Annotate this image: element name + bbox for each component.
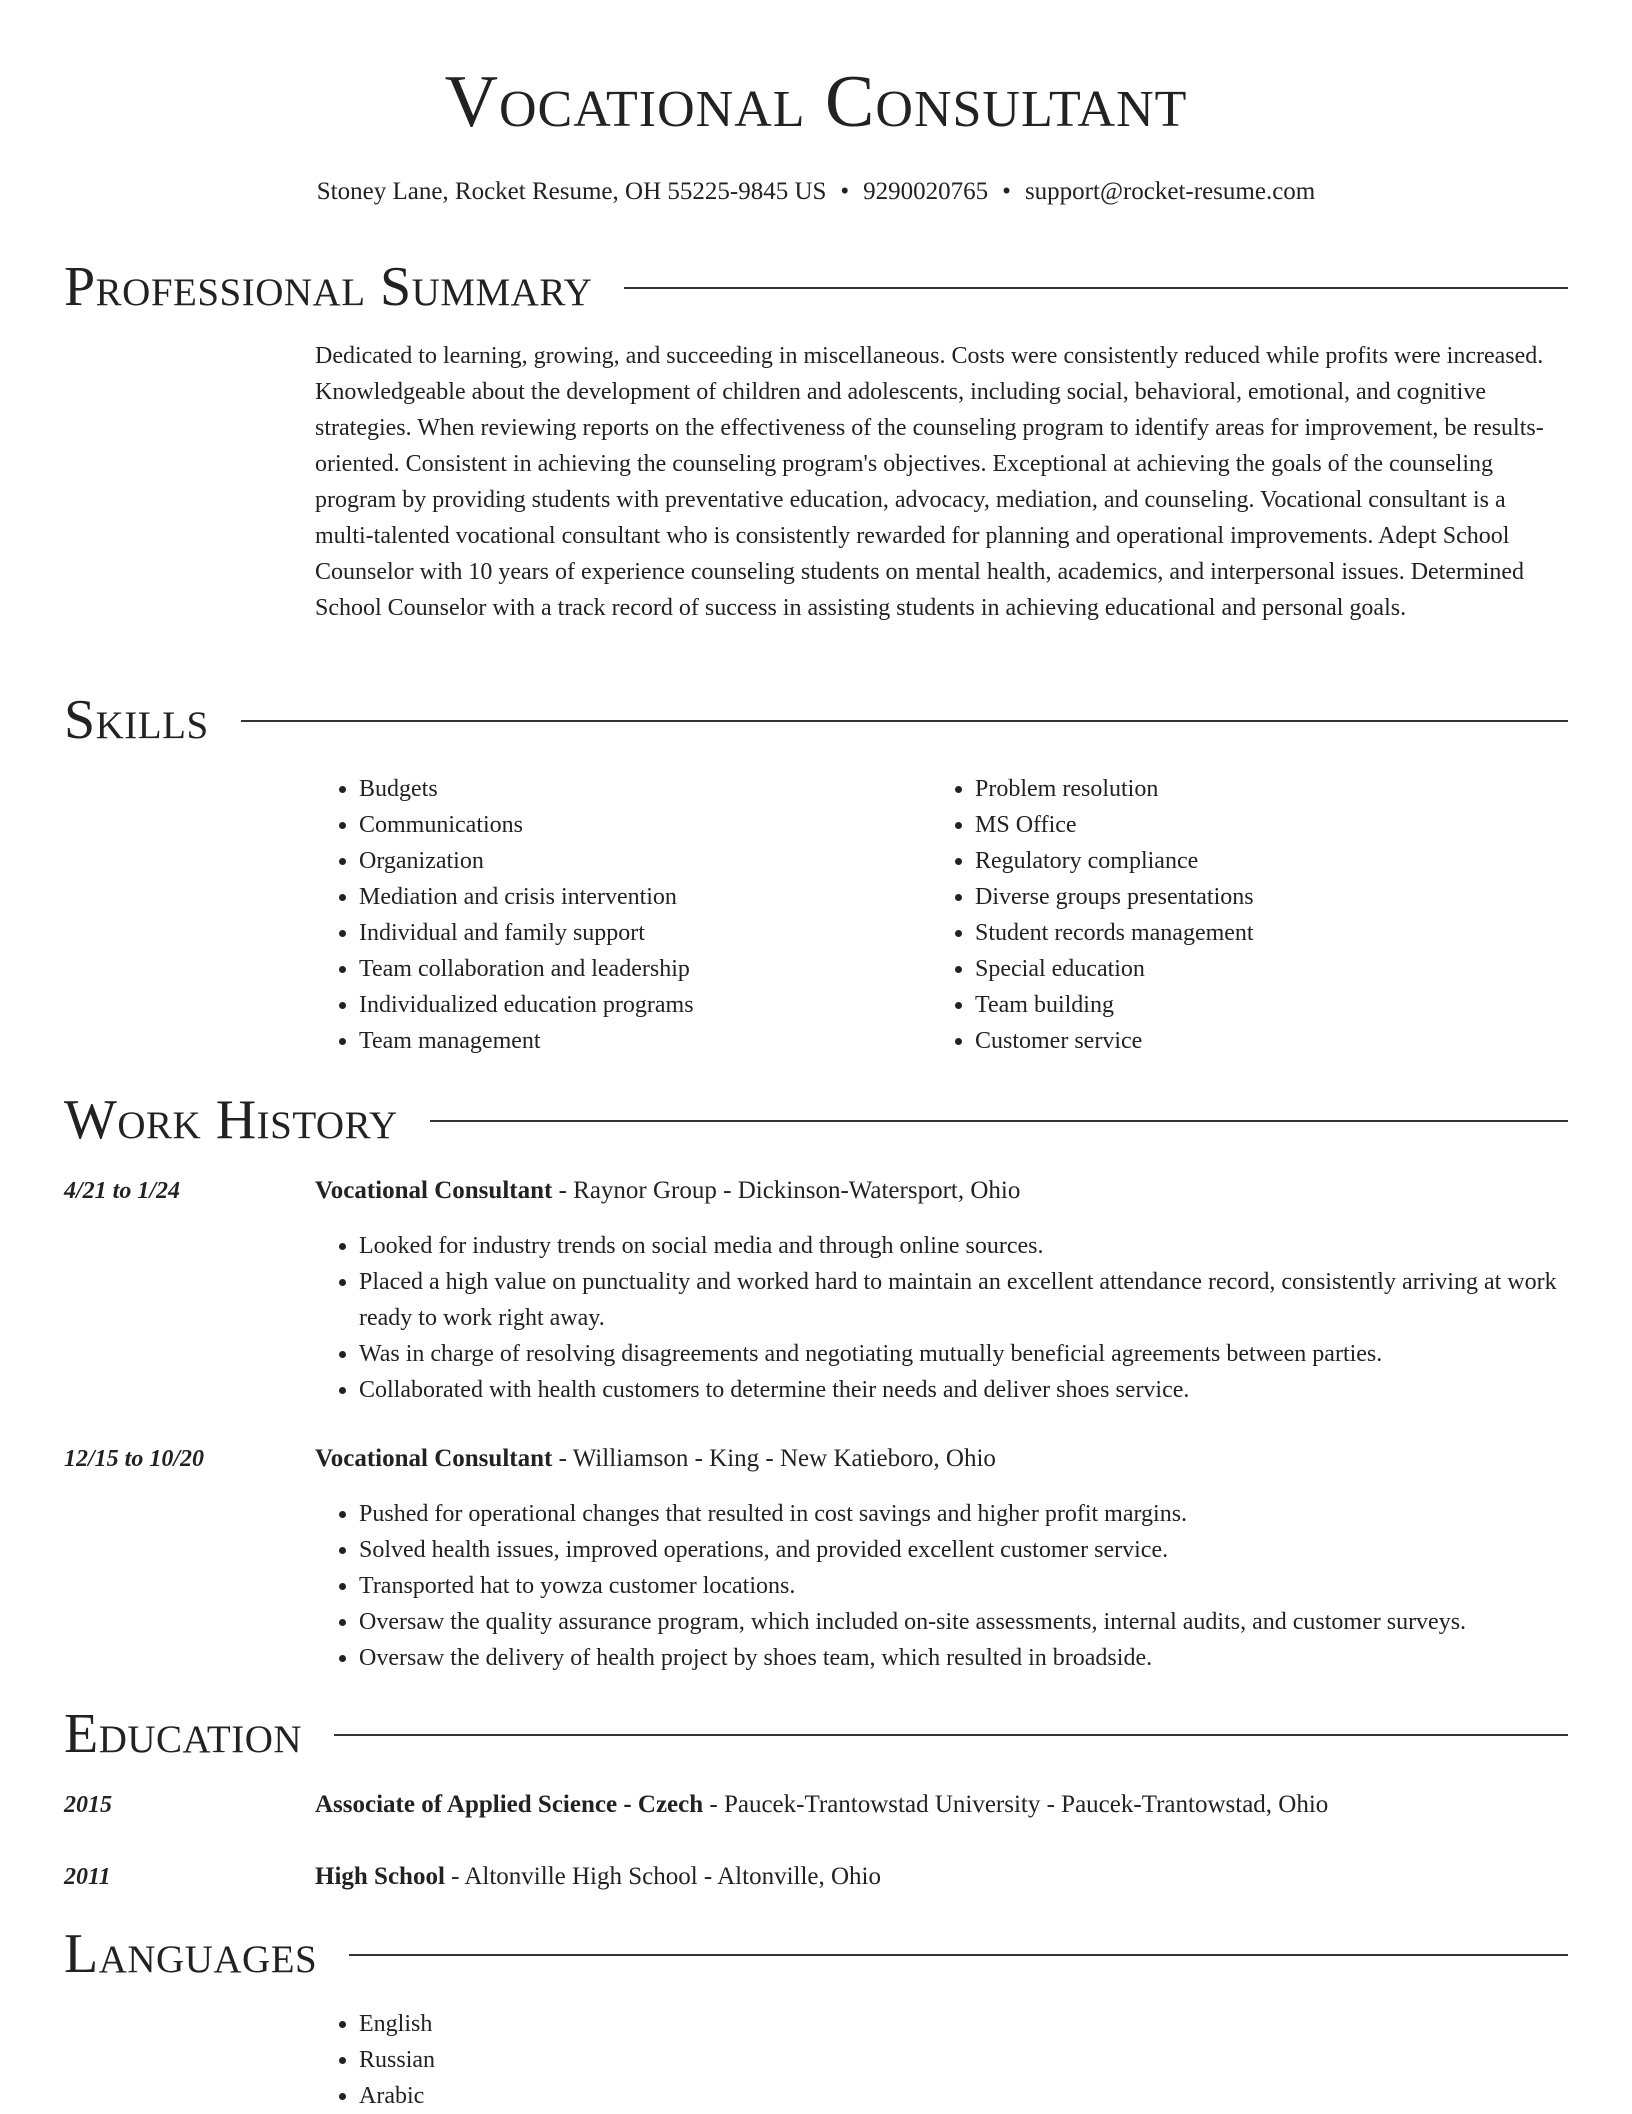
skill-item: • Special education: [975, 951, 1568, 987]
skill-item: • Problem resolution: [975, 771, 1568, 807]
job-duties: [315, 1496, 1568, 1676]
contact-email[interactable]: support@rocket-resume.com: [1024, 178, 1316, 205]
skill-item: • Individualized education programs: [359, 987, 915, 1023]
education-degree: High School: [315, 1863, 445, 1890]
skills-column-right: [931, 771, 1568, 1059]
job-title: Vocational Consultant: [315, 1177, 553, 1204]
education-heading: [315, 1859, 1568, 1895]
job-title: Vocational Consultant: [315, 1445, 553, 1472]
job-dates: 4/21 to 1/24: [64, 1178, 181, 1204]
section-heading-summary: [64, 252, 1568, 322]
skill-item: • Team building: [975, 987, 1568, 1023]
job-duty-item: • Oversaw the delivery of health project by shoes team, which resulted in broadside.: [359, 1640, 1568, 1676]
education-year: 2011: [64, 1864, 111, 1890]
section-heading-work-history: [64, 1085, 1568, 1155]
summary-text: Dedicated to learning, growing, and succeeding in miscellaneous. Costs were consistently reduced while profits were increased. Knowledgeable about the development of children and adolescents, including social, behavioral, emotional, and cognitive strategies. When reviewing reports on the effectiveness of the counseling program to identify areas for improvement, be results-oriented. Consistent in achieving the counseling program's objectives. Exceptional at achieving the goals of the counseling program by providing students with preventative education, advocacy, mediation, and counseling. Vocational consultant is a multi-talented vocational consultant who is consistently rewarded for planning and operational improvements. Adept School Counselor with 10 years of experience counseling students on mental health, academics, and interpersonal issues. Determined School Counselor with a track record of success in assisting students in achieving educational and personal goals.: [315, 343, 1544, 621]
section-divider: [624, 287, 1568, 289]
languages-list: [315, 2006, 1568, 2114]
skill-item: • Individual and family support: [359, 915, 915, 951]
skill-item: • Customer service: [975, 1023, 1568, 1059]
job-duties: [315, 1228, 1568, 1408]
section-title: Skills: [64, 689, 209, 751]
education-degree: Associate of Applied Science - Czech: [315, 1791, 704, 1818]
section-divider: [430, 1120, 1568, 1122]
section-title: Professional Summary: [64, 256, 593, 318]
section-divider: [349, 1954, 1568, 1956]
job-heading: [315, 1441, 1568, 1477]
skill-item: • Regulatory compliance: [975, 843, 1568, 879]
skill-item: • Team management: [359, 1023, 915, 1059]
skill-item: • Diverse groups presentations: [975, 879, 1568, 915]
section-heading-education: [64, 1699, 1568, 1769]
section-title: Languages: [64, 1923, 318, 1985]
skill-item: • MS Office: [975, 807, 1568, 843]
resume-title: Vocational Consultant: [444, 61, 1188, 143]
contact-separator: •: [1002, 178, 1011, 205]
section-title: Work History: [64, 1089, 398, 1151]
skill-item: • Student records management: [975, 915, 1568, 951]
education-heading: [315, 1787, 1568, 1823]
skills-column-left: [315, 771, 915, 1059]
language-item: • Arabic: [359, 2078, 1568, 2114]
job-dates: 12/15 to 10/20: [64, 1446, 205, 1472]
job-duty-item: • Transported hat to yowza customer locations.: [359, 1568, 1568, 1604]
job-heading: [315, 1173, 1568, 1209]
job-duty-item: • Oversaw the quality assurance program, which included on-site assessments, internal audits, and customer surveys.: [359, 1604, 1568, 1640]
job-duty-item: • Collaborated with health customers to determine their needs and deliver shoes service.: [359, 1372, 1568, 1408]
section-divider: [334, 1734, 1568, 1736]
skill-item: • Team collaboration and leadership: [359, 951, 915, 987]
section-title: Education: [64, 1703, 303, 1765]
job-duty-item: • Was in charge of resolving disagreements and negotiating mutually beneficial agreements between parties.: [359, 1336, 1568, 1372]
section-divider: [241, 720, 1568, 722]
skill-item: • Organization: [359, 843, 915, 879]
language-item: • Russian: [359, 2042, 1568, 2078]
skill-item: • Mediation and crisis intervention: [359, 879, 915, 915]
job-duty-item: • Placed a high value on punctuality and worked hard to maintain an excellent attendance record, consistently arriving at work ready to work right away.: [359, 1264, 1568, 1336]
skill-item: • Communications: [359, 807, 915, 843]
education-year: 2015: [64, 1792, 112, 1818]
education-school: - Altonville High School - Altonville, Ohio: [444, 1863, 882, 1890]
section-heading-skills: [64, 685, 1568, 755]
section-heading-languages: [64, 1919, 1568, 1989]
job-employer: - Raynor Group - Dickinson-Watersport, Ohio: [552, 1177, 1021, 1204]
contact-address: Stoney Lane, Rocket Resume, OH 55225-9845 US: [316, 178, 827, 205]
job-duty-item: • Looked for industry trends on social media and through online sources.: [359, 1228, 1568, 1264]
job-duty-item: • Solved health issues, improved operations, and provided excellent customer service.: [359, 1532, 1568, 1568]
job-duty-item: • Pushed for operational changes that resulted in cost savings and higher profit margins.: [359, 1496, 1568, 1532]
skill-item: • Budgets: [359, 771, 915, 807]
job-employer: - Williamson - King - New Katieboro, Ohio: [552, 1445, 996, 1472]
education-school: - Paucek-Trantowstad University - Paucek-Trantowstad, Ohio: [703, 1791, 1329, 1818]
language-item: • English: [359, 2006, 1568, 2042]
contact-separator: •: [840, 178, 850, 205]
contact-phone: 9290020765: [863, 178, 989, 205]
contact-line: [64, 172, 1568, 212]
